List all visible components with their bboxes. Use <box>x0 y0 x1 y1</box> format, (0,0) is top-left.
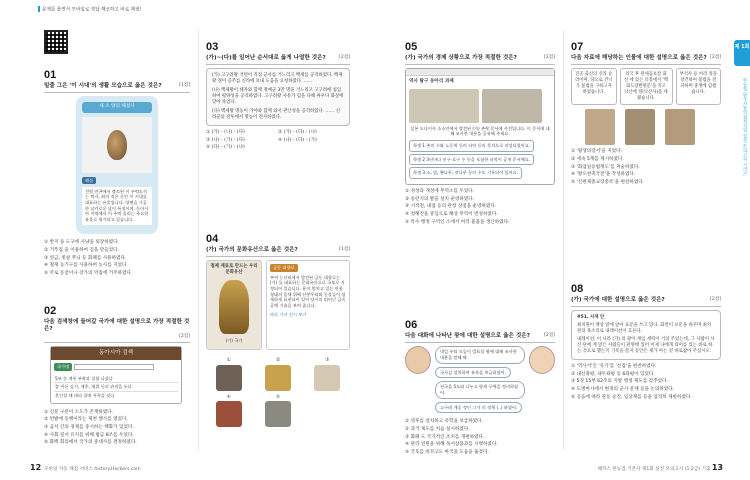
qr-code[interactable] <box>44 30 68 54</box>
phone-title: 새 소 양의 해설사 <box>82 102 152 112</box>
footer-right <box>598 463 726 474</box>
question-points: [2점] <box>544 332 555 338</box>
question-08 <box>571 282 721 402</box>
student-comment: 학생 2 3년마다 인구·호구 수 등을 포함한 파악이 공개 문서예요. <box>409 154 534 166</box>
info-card: 부석사 등 여러 절을 창건하여 불법을 전파하며 중생에 힘썼습니다. <box>676 68 722 105</box>
choice-1[interactable]: ① 경성과 개성에 무역소를 두었다. <box>405 188 475 194</box>
choice-3[interactable]: ③ 음서 간의 경제를 중시하는 책화가 있었다. <box>44 425 134 431</box>
speech-bubble: 전국을 5도와 나누고 양계 구역을 정비하였어. <box>435 381 525 398</box>
question-text: (가)~(다)를 일어난 순서대로 옳게 나열한 것은? <box>206 54 326 61</box>
question-02 <box>44 304 190 448</box>
search-title: 동아시아 검색 <box>51 347 181 361</box>
monk-portrait <box>665 109 695 145</box>
question-05 <box>405 40 555 227</box>
question-text: 다음 대화에 나타난 왕에 대한 설명으로 옳은 것은? <box>405 332 530 339</box>
question-04 <box>206 232 350 427</box>
question-text: (가) 국가의 경제 상황으로 가장 적절한 것은? <box>405 54 517 61</box>
choice-5[interactable]: ⑤ 국호를 바꾸고도 마국을 도읍을 옮겼다. <box>405 450 489 456</box>
choice-5[interactable]: ⑤ (다) - (가) - (나) <box>206 145 245 151</box>
question-number: 08 <box>571 283 584 295</box>
question-01 <box>44 68 190 279</box>
choices <box>206 130 350 153</box>
choice-3[interactable]: ③ '화엄일승법계도'를 저술하였다. <box>571 164 640 170</box>
side-title: 한능검 한국사능력검정시험 실전 모의고사 시리즈 <box>742 78 747 176</box>
question-points: [1점] <box>339 246 350 252</box>
choices <box>571 364 721 401</box>
browser-title: 역사 탐구 동아리 과제 <box>409 79 454 85</box>
card-text: 부여 능산리에서 발견된 금동 대향로는 (가) 를 대표하는 문화유산으로 국보로 지정되어 있습니다. 용이 받치고 있는 연꽃 형태의 몸체 위에 산봉우리와 동물들이 섬세하게 표현되어 있어 당시의 뛰어난 금속 공예 기술을 보여 줍니다. <box>270 274 346 308</box>
choice-2[interactable]: ② 거푸집 을 이용하여 검을 만들었다. <box>44 248 120 254</box>
poster-title: 철제 재료로 만드는 우리 문화유산 <box>210 264 258 276</box>
choice-1[interactable]: ① 신분 구분이 소도가 존재하였다. <box>44 409 114 415</box>
choice-2[interactable]: ② 내신좌평, 내두좌평 등 6좌평이 있었다. <box>571 371 655 377</box>
student-avatar <box>529 346 555 374</box>
card-link[interactable]: 바로 가서 전시 보기 <box>270 311 307 317</box>
artifact-choice-1[interactable]: ① <box>206 358 251 390</box>
question-text: (가) 국가의 문화유산으로 옳은 것은? <box>206 246 298 253</box>
footer-left <box>30 463 141 474</box>
dialogue-area <box>405 346 555 416</box>
choices <box>405 419 555 456</box>
speech-bubble: 내일 우리 모둠이 발표할 왕에 대해 조사한 내용을 말해 봐. <box>435 346 525 363</box>
page-number: 13 <box>711 463 723 473</box>
speech-bubble: 국자감 설치하여 유학을 보급하였어. <box>435 367 511 379</box>
portrait-row <box>585 109 721 145</box>
question-03 <box>206 40 350 153</box>
choice-5[interactable]: ⑤ 화백 회의에서 국가의 중대사를 결정하였다. <box>44 440 137 446</box>
passage-item: (가) 고구려왕 거련이 직접 군사를 거느리고 백제를 공격하였다. 백제왕 경이 공주를 신라에 보내 도움을 요청하였다. …… <box>212 73 343 85</box>
phone-mockup <box>76 96 158 234</box>
artifact-choices <box>206 358 350 426</box>
script-box <box>571 310 721 360</box>
choice-3[interactable]: ③ 빗금, 빗살 무늬 등 화폐를 사용하였다. <box>44 255 127 261</box>
choice-2[interactable]: ② 세속 5계를 제시하였다. <box>571 157 624 163</box>
phone-caption: 전원 연곤에서 출토된 이 주먹도끼는 먹자, 최의 적은 동안 이 시대를 대표하는 유물입니다. 양면을 가공한 날카로운 날이 특징이며, 동아시아 지역에서 이 주먹 올리는 주요한 유물로 평가되고 있습니다. <box>82 187 152 225</box>
footer-text: 모바일 자동 채점 서비스 history.Hackers.com <box>44 467 141 473</box>
artifact-choice-4[interactable]: ④ <box>206 395 251 427</box>
question-number: 01 <box>44 69 57 81</box>
monk-portrait <box>585 109 615 145</box>
search-input[interactable] <box>74 364 154 370</box>
choice-2[interactable]: ② (가) - (다) - (나) <box>278 129 317 135</box>
choice-4[interactable]: ④ '왕오천축국전'을 작성하였다. <box>571 172 636 178</box>
info-card: 의국 후 관세음보살 화신 에 있는 의봉에서 '백화도량발원문'을 짓고 낙산에 절(낙산사)을 세웠습니다. <box>620 68 673 105</box>
question-07 <box>571 40 721 188</box>
choices <box>44 240 190 277</box>
script-line: 최치원이 책상 앞에 앉아 표문을 쓰고 있다. 화면이 포문을 바꾸며 최치원의 목소리로 내레이션이 흐른다. <box>577 323 712 335</box>
header-note: 문제를 풀면서 모바일로 정답 해코하고 바로 채점! <box>38 6 141 14</box>
choice-2[interactable]: ② 과거 제도를 처음 실시하였다. <box>405 427 470 433</box>
choice-3[interactable]: ③ (나) - (가) - (다) <box>206 137 245 143</box>
choices <box>571 149 721 186</box>
right-page <box>375 0 750 480</box>
incense-burner-image <box>219 280 249 334</box>
choice-4[interactable]: ④ 청해진을 중심으로 해상 무역이 번성하였다. <box>405 212 498 217</box>
choice-1[interactable]: ① (가) - (나) - (다) <box>206 129 245 135</box>
choice-1[interactable]: ① '왕생의장서'을 지었다. <box>571 149 622 155</box>
choice-1[interactable]: ① '역사서'인 '유기'를 '신집'을 편찬하였다. <box>571 364 657 370</box>
question-points: [2점] <box>710 54 721 60</box>
question-text: (가) 국가에 대한 설명으로 옳은 것은? <box>571 296 665 303</box>
hand-axe-image <box>82 117 152 173</box>
exhibition-poster <box>206 260 262 350</box>
question-points: [2점] <box>544 54 555 60</box>
artifact-choice-5[interactable]: ⑤ <box>255 395 300 427</box>
monk-portrait <box>625 109 655 145</box>
choice-4[interactable]: ④ 도병마사에서 변경의 군사 문제 등을 논의하였다. <box>571 387 675 393</box>
script-line: 내레이션: 이 나라 (가) 의 왕이 재임 세력이 거의 주었는데, 그 사람이 사신 단에 계 앉은 사람들이 관명에 있어 이제 나에게 의미를 있는 바로 하는 것으로 했는지 기록을 쓸지 동안은 제가 아는 겉 바로잡아 주십시오. <box>577 337 715 355</box>
choice-4[interactable]: ④ (나) - (다) - (가) <box>278 137 317 143</box>
question-number: 02 <box>44 305 57 317</box>
info-card: 진골 출신의 신라 승려이며, 당으로 건너가 불법을 구하고자 하였습니다. <box>571 68 617 105</box>
artifact-choice-2[interactable]: ② <box>255 358 300 390</box>
artifact-choice-3[interactable]: ③ <box>305 358 350 390</box>
choices <box>44 410 190 447</box>
choice-5[interactable]: ⑤ 특수 행정 구역인 소에서 여러 물품을 생산하였다. <box>405 219 510 225</box>
document-image <box>409 89 479 123</box>
question-points: [1점] <box>179 82 190 88</box>
choice-5[interactable]: ⑤ '신편제종교장총록'을 편찬하였다. <box>571 180 645 186</box>
passage-item: (다) 백제왕 명농이 가야와 함께 와서 관산성을 공격하였다. …… 신라군의 전투에서 명농이 전사하였다. <box>212 109 340 121</box>
choice-5[interactable]: ⑤ 공음에 따라 관등 승진, 임상제를 등을 엄격히 제한하였다. <box>571 394 692 400</box>
question-06 <box>405 318 555 458</box>
choice-3[interactable]: ③ 화폐 도 국가적인 조치를 개편하였다. <box>405 434 485 440</box>
choice-4[interactable]: ④ 관리 연원을 위해 독서삼품과를 시행하였다. <box>405 442 498 448</box>
student-comment: 학생 3 소, 말, 뽕나무, 잣나무 등의 수도 기록되어 있어요. <box>409 167 522 179</box>
passage-box <box>206 68 350 126</box>
round-tab[interactable]: 제 1회 <box>734 40 750 66</box>
question-points: [2점] <box>710 296 721 302</box>
question-points: [2점] <box>179 333 190 339</box>
choices <box>405 189 555 226</box>
search-window <box>50 346 182 404</box>
question-number: 03 <box>206 41 219 53</box>
choice-2[interactable]: ② 빈발에 동맹이라는 제천 행사를 열었다. <box>44 417 128 423</box>
speech-bubble: 고구려 계승 정인 그가 의 정책 (..) 하였어. <box>435 402 522 414</box>
result-row: 5부 등 계통 부락과 결합 나섰다 <box>54 375 178 384</box>
question-number: 06 <box>405 319 418 331</box>
student-comment: 학생 1 촌의 수와 노동력 등의 파악 등의 목적으로 작성되었어요. <box>409 140 534 152</box>
question-text: 밑줄 그은 '이 시대'의 생활 모습으로 옳은 것은? <box>44 82 162 89</box>
question-number: 05 <box>405 41 418 53</box>
question-text: 다음 자료에 해당하는 인물에 대한 설명으로 옳은 것은? <box>571 54 707 61</box>
browser-caption: 일본 도다이사 소소인에서 발견된 (가) 촌락 문서에 사전입니다. 이 문서에 대해 조사한 내용을 공유해 주세요. <box>410 125 550 137</box>
browser-window <box>405 68 555 185</box>
result-row: 혼인할 때 데리 집에 서옥을 짓다 <box>55 393 115 399</box>
choice-4[interactable]: ④ 철제 농기구를 사용하여 농사를 지었다. <box>44 263 128 269</box>
choice-1[interactable]: ① 반지 돌 도구에 사냥을 퇴장하였다. <box>44 240 120 246</box>
choice-2[interactable]: ② 송련지의 발을 설치 운영하였다. <box>405 196 475 202</box>
page-number: 12 <box>30 463 42 473</box>
choice-4[interactable]: ④ 사회 질서 유지를 위해 범금 8조를 두었다. <box>44 432 134 438</box>
question-number: 07 <box>571 41 584 53</box>
footer-text: 해커스 한능검 기본서 제1회 실전 모의고사 (1·2급) 기출 <box>597 467 711 473</box>
passage-item: (나) 백제왕이 태자와 함께 정예군 3만 명을 거느리고 고구려에 침입하여 평양성을 공격하였다. 고구려왕 사유가 힘을 다해 싸우다 화살에 맞아 죽었다. <box>212 88 344 106</box>
phone-tag: 해설 <box>82 177 96 185</box>
choice-3[interactable]: ③ 5경 15부 62주의 지방 행정 제도를 갖추었다. <box>571 379 668 385</box>
artifact-card <box>266 260 350 350</box>
choice-5[interactable]: ⑤ 주로 동굴이나 강가의 막집에 거주하였다. <box>44 271 133 277</box>
card-row <box>571 68 721 105</box>
student-avatar <box>405 346 431 374</box>
document-image <box>482 89 542 123</box>
question-text: 다음 검색창에 들어갈 국가에 대한 설명으로 가장 적절한 것은? <box>44 318 190 333</box>
choice-3[interactable]: ③ 시적전, 내접 등의 관청 상점을 운영하였다. <box>405 204 497 210</box>
poster-caption: (가) 국가 <box>225 338 243 344</box>
script-title: #51. 서재 안 <box>577 315 605 321</box>
result-row: 쯤 어른 실시, 제후, 재위 등의 관직을 두다 <box>54 383 178 392</box>
search-tab[interactable]: 국가명 <box>54 363 72 371</box>
card-title: 금동 대향로 <box>270 264 298 272</box>
question-points: [2점] <box>339 54 350 60</box>
choice-1[interactable]: ① 영후를 설치하고 유학을 보급하였다. <box>405 419 483 425</box>
question-number: 04 <box>206 233 219 245</box>
